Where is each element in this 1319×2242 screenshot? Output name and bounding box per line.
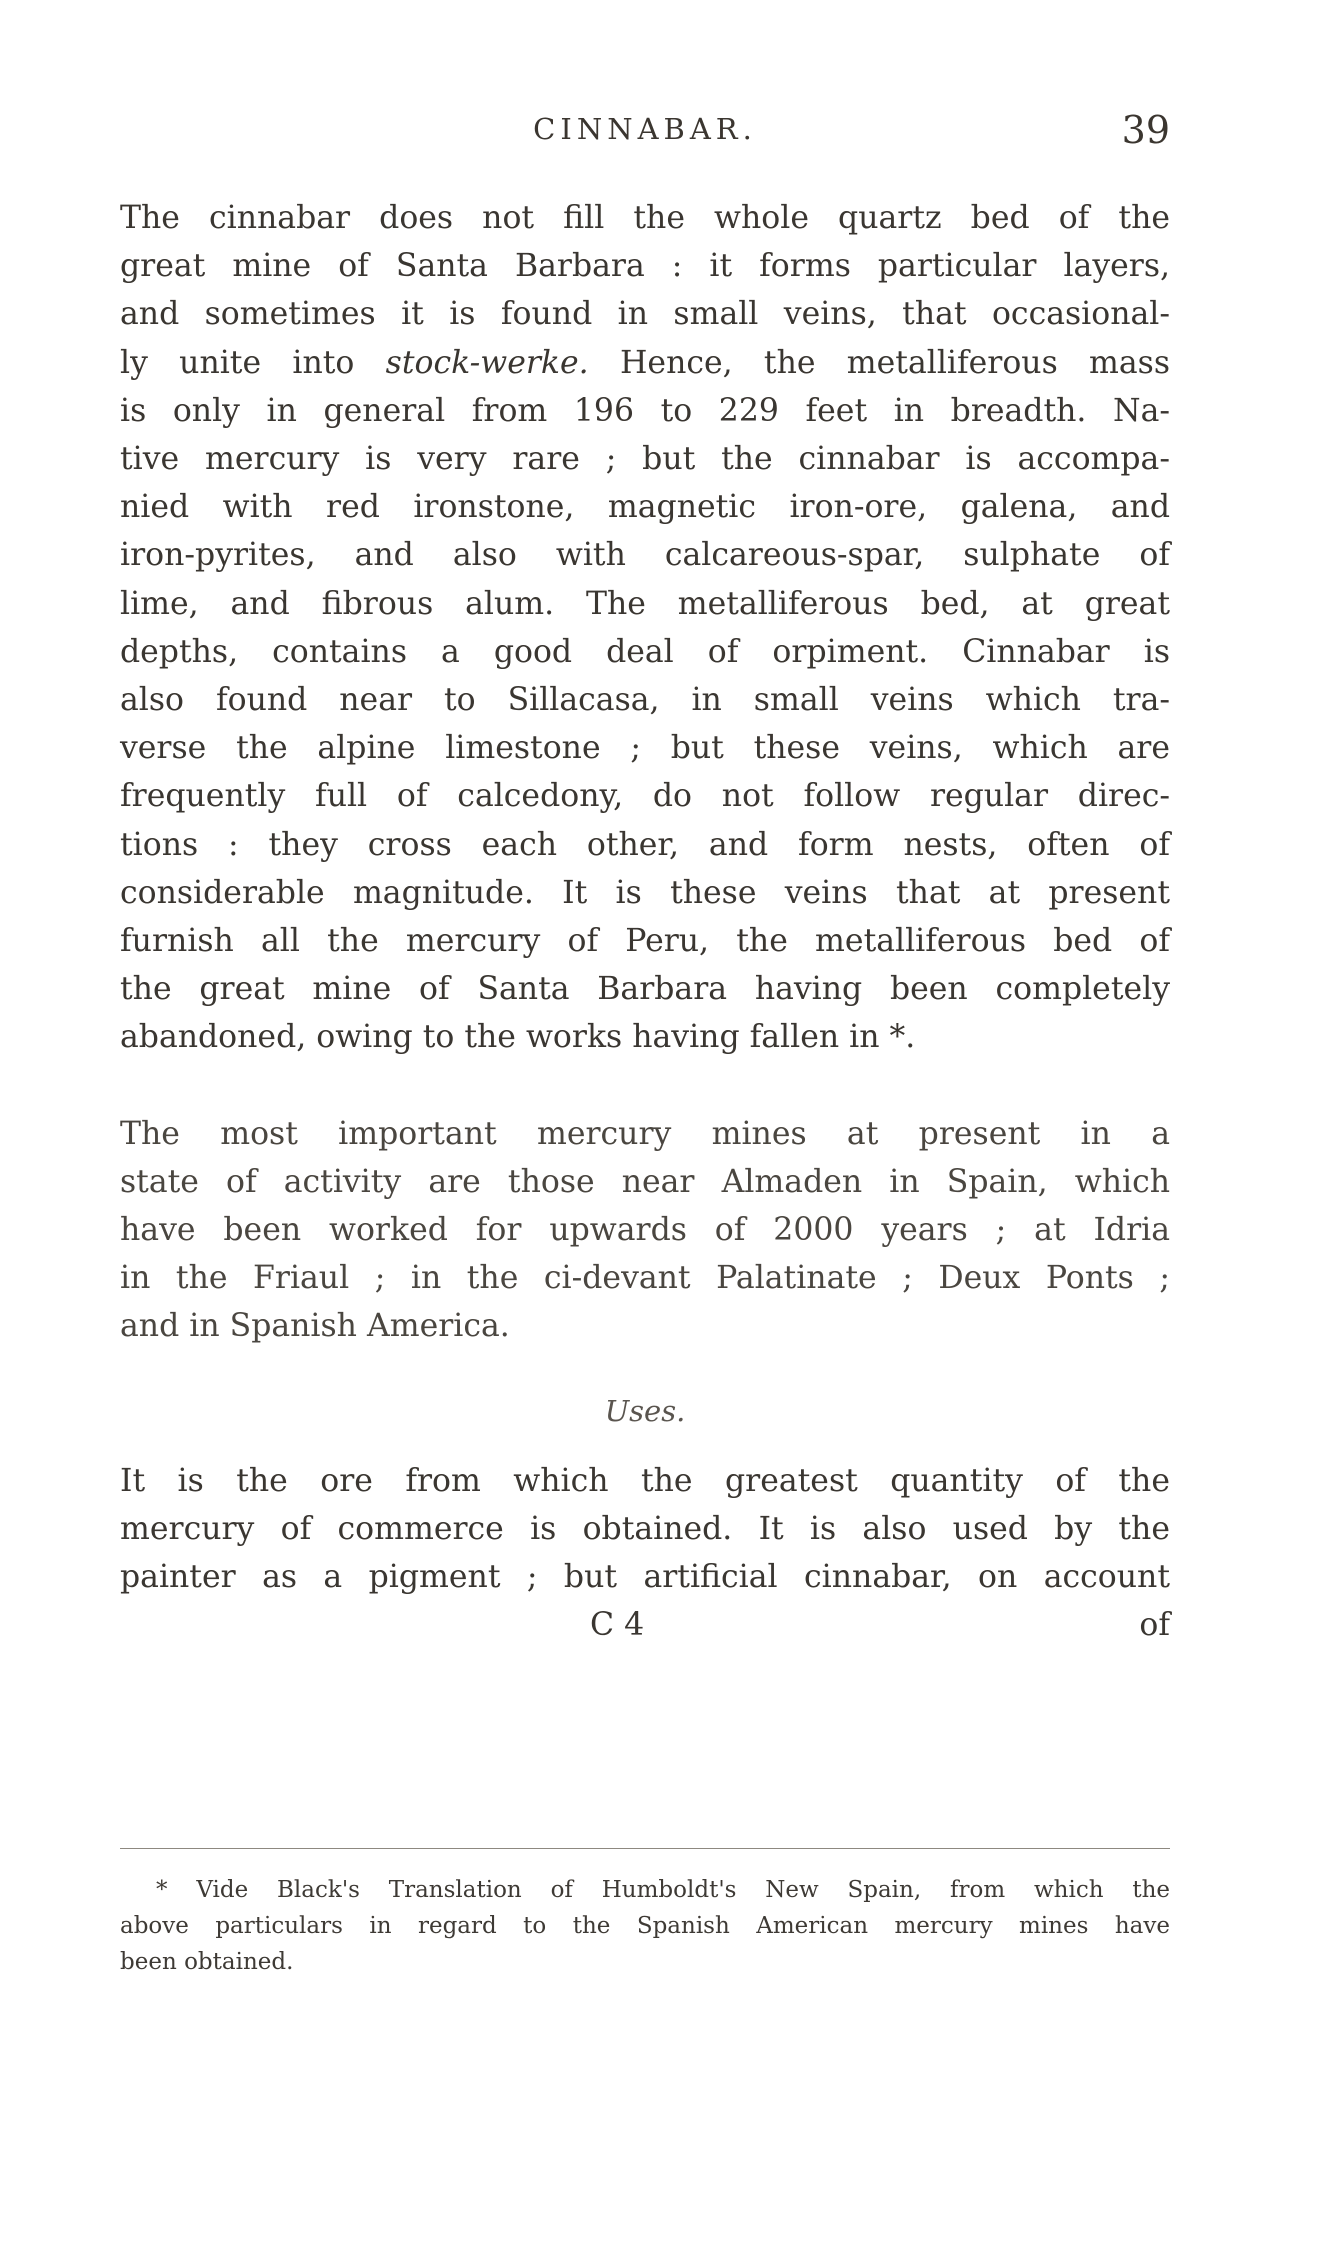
text-line: considerable magnitude. It is these veins that at present	[120, 874, 1170, 911]
footnote-line: been obtained.	[120, 1949, 294, 1975]
text-line-with-italic	[120, 339, 1170, 387]
paragraph-uses	[120, 1457, 1170, 1602]
section-heading-uses: Uses.	[604, 1393, 686, 1428]
text-fragment: ly unite into	[120, 344, 386, 381]
text-line: frequently full of calcedony, do not follow regular direc-	[120, 778, 1170, 815]
text-line: The cinnabar does not fill the whole quartz bed of the	[120, 200, 1170, 236]
text-line: iron-pyrites, and also with calcareous-spar, sulphate of	[120, 537, 1170, 574]
signature-row	[120, 1601, 1170, 1649]
running-head	[120, 108, 1170, 152]
paragraph-mercury-mines	[120, 1110, 1170, 1351]
footnote-line: * Vide Black's Translation of Humboldt's New Spain, from which the	[156, 1877, 1170, 1903]
body-text	[120, 194, 1170, 1649]
text-line: abandoned, owing to the works having fallen in *.	[120, 1019, 916, 1056]
text-line: great mine of Santa Barbara : it forms particular layers,	[120, 248, 1170, 285]
text-line: tions : they cross each other, and form nests, often of	[120, 826, 1170, 863]
text-line: lime, and fibrous alum. The metalliferous bed, at great	[120, 585, 1170, 622]
text-line: verse the alpine limestone ; but these veins, which are	[120, 730, 1170, 767]
text-line: tive mercury is very rare ; but the cinnabar is accompa-	[120, 441, 1170, 478]
text-fragment: Hence, the metalliferous mass	[588, 344, 1171, 381]
running-title: CINNABAR.	[533, 112, 757, 146]
catchword: of	[1139, 1607, 1170, 1644]
text-line: have been worked for upwards of 2000 years ; at Idria	[120, 1212, 1170, 1249]
signature-mark: C 4	[590, 1607, 645, 1644]
text-line: and in Spanish America.	[120, 1308, 510, 1345]
paragraph-cinnabar-santa-barbara	[120, 194, 1170, 1062]
text-line: the great mine of Santa Barbara having been completely	[120, 971, 1170, 1008]
text-line: The most important mercury mines at present in a	[120, 1115, 1170, 1152]
text-line: furnish all the mercury of Peru, the metalliferous bed of	[120, 923, 1170, 960]
text-line: also found near to Sillacasa, in small veins which tra-	[120, 682, 1170, 719]
text-line: state of activity are those near Almaden in Spain, which	[120, 1163, 1170, 1200]
text-line: painter as a pigment ; but artificial cinnabar, on account	[120, 1559, 1170, 1596]
paragraph-spacer	[120, 1062, 1170, 1110]
text-line: depths, contains a good deal of orpiment. Cinnabar is	[120, 633, 1170, 670]
text-line: nied with red ironstone, magnetic iron-ore, galena, and	[120, 489, 1170, 526]
footnote	[120, 1872, 1170, 1980]
footnote-rule	[120, 1848, 1170, 1849]
text-line: in the Friaul ; in the ci-devant Palatinate ; Deux Ponts ;	[120, 1260, 1170, 1297]
text-line: It is the ore from which the greatest quantity of the	[120, 1462, 1170, 1499]
text-line: and sometimes it is found in small veins, that occasional-	[120, 296, 1170, 333]
footnote-line: above particulars in regard to the Spanish American mercury mines have	[120, 1913, 1170, 1939]
page-number: 39	[1121, 108, 1170, 152]
italic-term-stock-werke: stock-werke.	[385, 344, 589, 381]
text-line: is only in general from 196 to 229 feet in breadth. Na-	[120, 392, 1170, 429]
text-line: mercury of commerce is obtained. It is also used by the	[120, 1511, 1170, 1548]
